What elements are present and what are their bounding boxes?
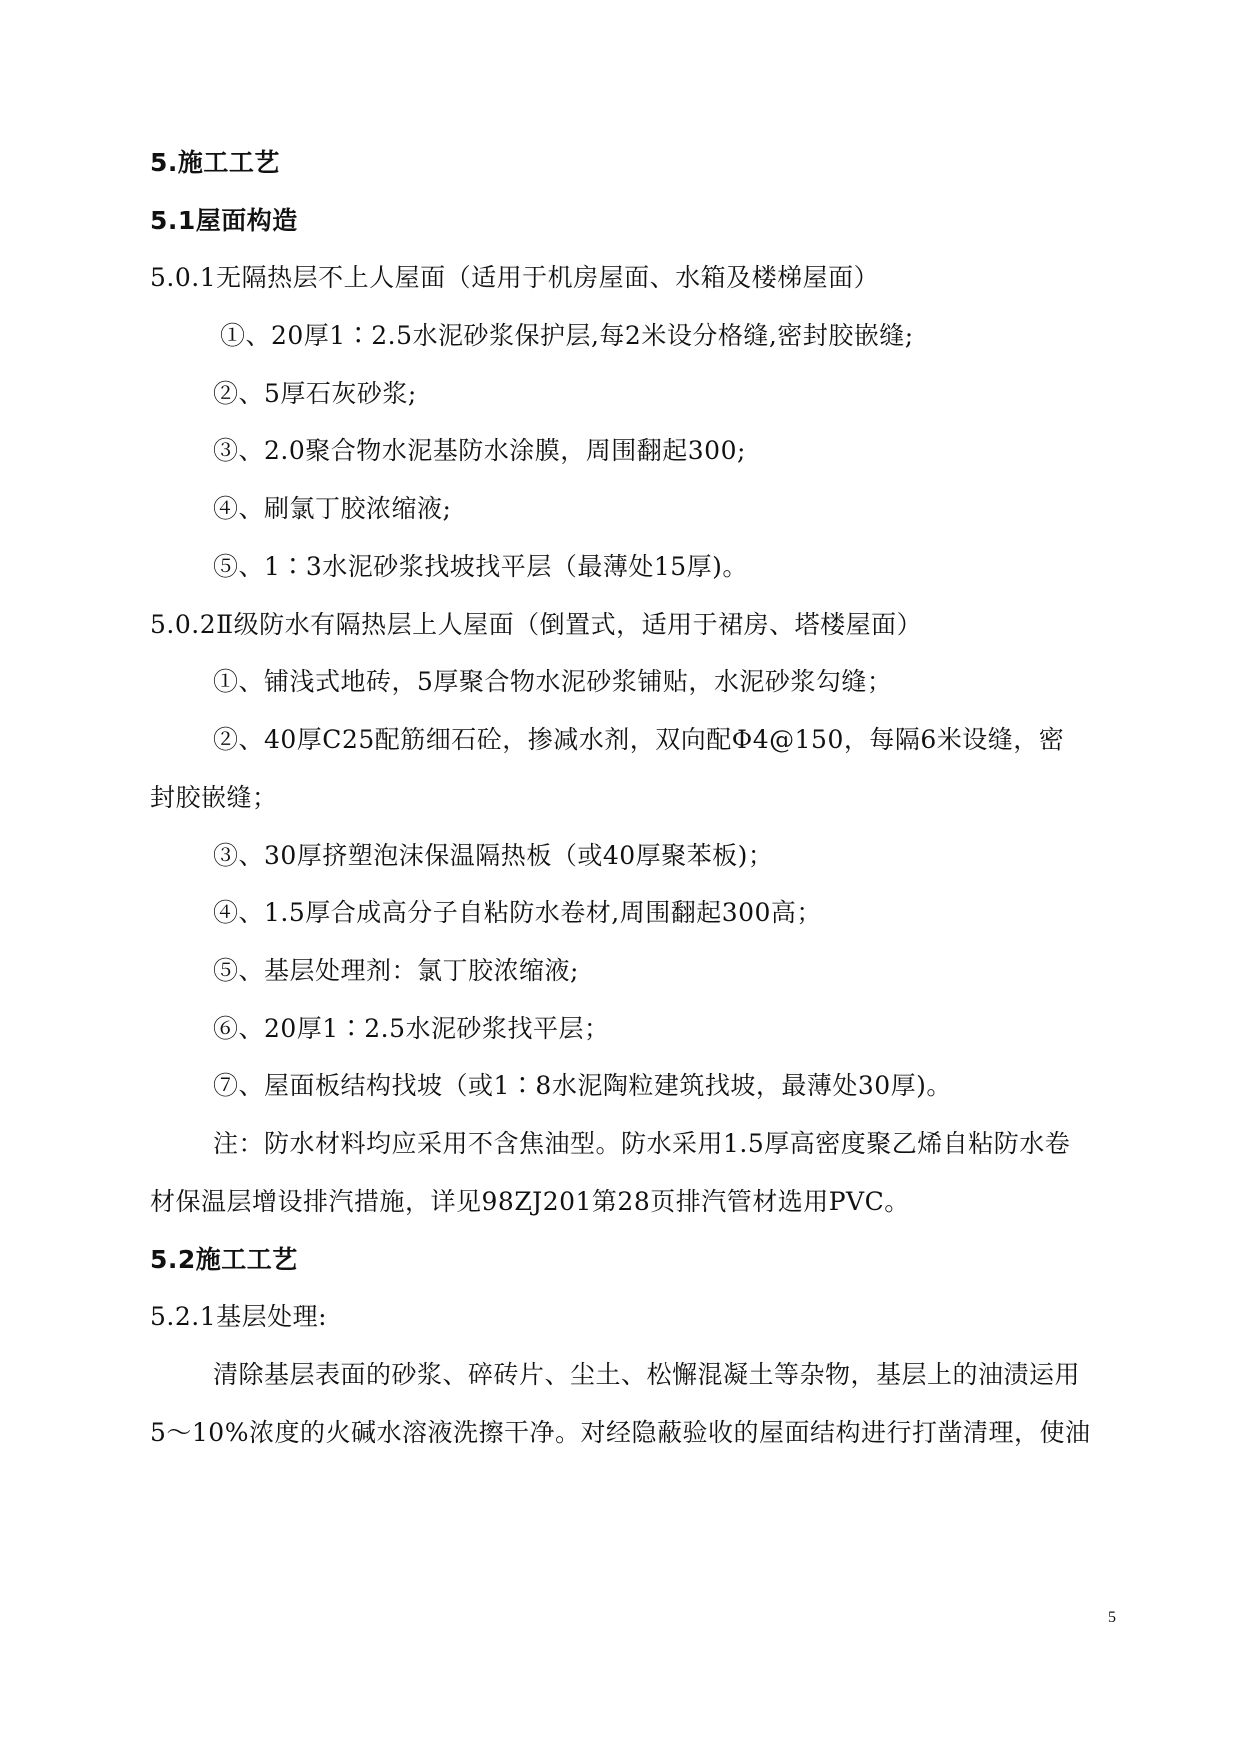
roof2-layer-2-line1: ②、40厚C25配筋细石砼，掺减水剂，双向配Φ4@150，每隔6米设缝，密 [213,725,1065,754]
item-5-0-2: 5.0.2Ⅱ级防水有隔热层上人屋面（倒置式，适用于裙房、塔楼屋面） [150,610,923,639]
roof1-layer-3: ③、2.0聚合物水泥基防水涂膜，周围翻起300; [213,436,746,465]
roof2-layer-6: ⑥、20厚1∶2.5水泥砂浆找平层； [213,1014,610,1043]
note-line-2: 材保温层增设排汽措施，详见98ZJ201第28页排汽管材选用PVC。 [150,1187,910,1216]
section-title-5: 5.施工工艺 [150,148,280,177]
roof2-layer-5: ⑤、基层处理剂：氯丁胶浓缩液; [213,956,579,985]
roof2-layer-3: ③、30厚挤塑泡沫保温隔热板（或40厚聚苯板)； [213,841,774,870]
item-5-2-1: 5.2.1基层处理: [150,1302,328,1331]
section-title-5-1: 5.1屋面构造 [150,206,298,235]
paragraph-line-1: 清除基层表面的砂浆、碎砖片、尘土、松懈混凝土等杂物，基层上的油渍运用 [213,1360,1081,1389]
section-title-5-2: 5.2施工工艺 [150,1245,298,1274]
note-line-1: 注：防水材料均应采用不含焦油型。防水采用1.5厚高密度聚乙烯自粘防水卷 [213,1129,1071,1158]
roof1-layer-5: ⑤、1∶3水泥砂浆找坡找平层（最薄处15厚)。 [213,552,748,581]
paragraph-line-2: 5～10%浓度的火碱水溶液洗擦干净。对经隐蔽验收的屋面结构进行打凿清理，使油 [150,1418,1091,1447]
roof2-layer-2-line2: 封胶嵌缝； [150,783,278,812]
page-number: 5 [1108,1609,1116,1626]
roof2-layer-4: ④、1.5厚合成高分子自粘防水卷材,周围翻起300高； [213,898,822,927]
roof1-layer-1: ①、20厚1∶2.5水泥砂浆保护层,每2米设分格缝,密封胶嵌缝; [220,321,914,350]
roof2-layer-7: ⑦、屋面板结构找坡（或1∶8水泥陶粒建筑找坡，最薄处30厚)。 [213,1071,952,1100]
roof2-layer-1: ①、铺浅式地砖，5厚聚合物水泥砂浆铺贴，水泥砂浆勾缝； [213,667,893,696]
roof1-layer-4: ④、刷氯丁胶浓缩液; [213,494,452,523]
roof1-layer-2: ②、5厚石灰砂浆; [213,379,417,408]
item-5-0-1: 5.0.1无隔热层不上人屋面（适用于机房屋面、水箱及楼梯屋面） [150,263,880,292]
